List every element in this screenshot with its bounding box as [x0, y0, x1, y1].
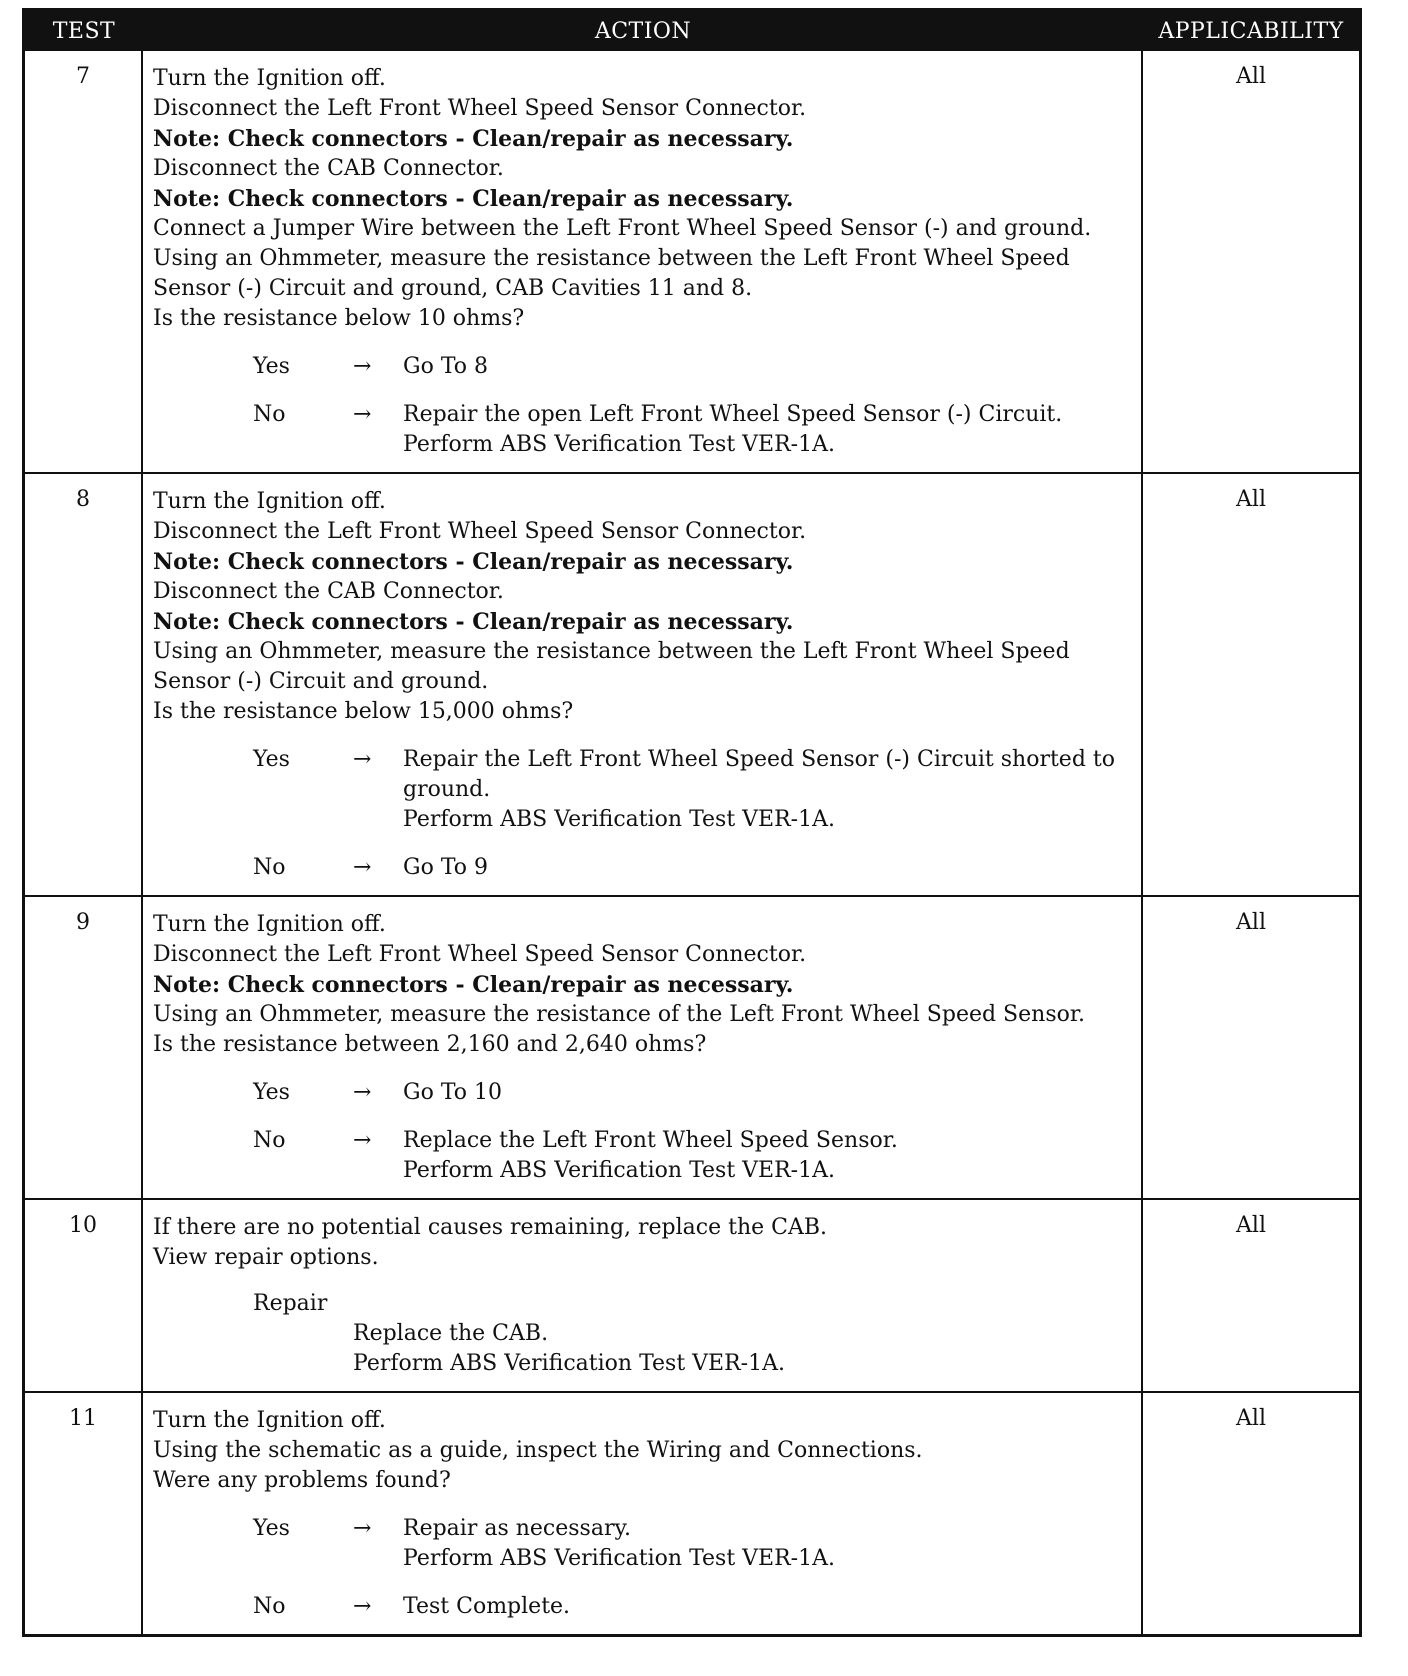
test-row — [25, 51, 1359, 472]
branch-line: Repair the Left Front Wheel Speed Sensor (-) Circuit shorted to — [403, 747, 1115, 772]
branch-text — [403, 1592, 1133, 1622]
instruction-line: Is the resistance below 15,000 ohms? — [153, 699, 574, 724]
branch-line: Repair the open Left Front Wheel Speed Sensor (-) Circuit. — [403, 402, 1063, 427]
arrow-icon: → — [353, 1080, 372, 1105]
action-cell — [143, 1393, 1143, 1634]
test-number: 10 — [25, 1200, 143, 1391]
repair-line: Replace the CAB. — [353, 1321, 549, 1346]
instruction-line: Turn the Ignition off. — [153, 66, 386, 91]
header-applicability: APPLICABILITY — [1158, 18, 1344, 44]
instruction-line: Were any problems found? — [153, 1468, 451, 1493]
branch-text — [403, 1078, 1133, 1108]
branch-label: Yes — [253, 1516, 290, 1541]
branch-line: Perform ABS Verification Test VER-1A. — [403, 807, 835, 832]
arrow-icon: → — [353, 1516, 372, 1541]
header-action: ACTION — [594, 18, 692, 44]
branch-yes — [253, 1514, 1133, 1574]
instruction-line: Using an Ohmmeter, measure the resistance between the Left Front Wheel Speed — [153, 639, 1070, 664]
table-header — [25, 11, 1359, 51]
instruction-line: Is the resistance between 2,160 and 2,640 ohms? — [153, 1032, 707, 1057]
instruction-line: Turn the Ignition off. — [153, 912, 386, 937]
applicability-value: All — [1236, 1406, 1266, 1431]
test-number: 11 — [25, 1393, 143, 1634]
branch-label: Yes — [253, 747, 290, 772]
branch-yes — [253, 352, 1133, 382]
repair-label: Repair — [253, 1291, 328, 1316]
arrow-icon: → — [353, 1594, 372, 1619]
test-number: 8 — [25, 474, 143, 895]
instruction-line: Disconnect the Left Front Wheel Speed Sensor Connector. — [153, 942, 807, 967]
branch-label: No — [253, 855, 286, 880]
instruction-line: If there are no potential causes remaining, replace the CAB. — [153, 1215, 828, 1240]
instruction-line: Is the resistance below 10 ohms? — [153, 306, 525, 331]
action-cell — [143, 1200, 1143, 1391]
test-row — [25, 1391, 1359, 1634]
applicability-value: All — [1236, 64, 1266, 89]
branch-line: Perform ABS Verification Test VER-1A. — [403, 1546, 835, 1571]
branch-line: Go To 8 — [403, 354, 489, 379]
branch-text — [403, 1126, 1133, 1186]
test-row — [25, 1198, 1359, 1391]
branch-text — [403, 352, 1133, 382]
arrow-icon: → — [353, 747, 372, 772]
note-line: Note: Check connectors - Clean/repair as necessary. — [153, 186, 794, 212]
instruction-line: Disconnect the Left Front Wheel Speed Sensor Connector. — [153, 96, 807, 121]
branch-no — [253, 1126, 1133, 1186]
action-cell — [143, 51, 1143, 472]
note-line: Note: Check connectors - Clean/repair as necessary. — [153, 972, 794, 998]
applicability-value: All — [1236, 1213, 1266, 1238]
branch-yes — [253, 745, 1133, 835]
instruction-line: View repair options. — [153, 1245, 379, 1270]
branch-line: Perform ABS Verification Test VER-1A. — [403, 1158, 835, 1183]
branch-line: Go To 10 — [403, 1080, 503, 1105]
branch-label: No — [253, 1128, 286, 1153]
branch-no — [253, 1592, 1133, 1622]
instruction-line: Using the schematic as a guide, inspect the Wiring and Connections. — [153, 1438, 923, 1463]
test-row — [25, 895, 1359, 1198]
diagnostic-table — [22, 8, 1362, 1637]
arrow-icon: → — [353, 1128, 372, 1153]
action-cell — [143, 897, 1143, 1198]
arrow-icon: → — [353, 354, 372, 379]
branch-text — [403, 1514, 1133, 1574]
action-cell — [143, 474, 1143, 895]
branch-text — [403, 400, 1133, 460]
branch-text — [403, 745, 1133, 835]
instruction-line: Using an Ohmmeter, measure the resistance of the Left Front Wheel Speed Sensor. — [153, 1002, 1085, 1027]
note-line: Note: Check connectors - Clean/repair as necessary. — [153, 549, 794, 575]
instruction-line: Connect a Jumper Wire between the Left Front Wheel Speed Sensor (-) and ground. — [153, 216, 1092, 241]
applicability-value: All — [1236, 487, 1266, 512]
branch-line: Perform ABS Verification Test VER-1A. — [403, 432, 835, 457]
branch-line: Replace the Left Front Wheel Speed Sensor. — [403, 1128, 898, 1153]
repair-line: Perform ABS Verification Test VER-1A. — [353, 1351, 785, 1376]
note-line: Note: Check connectors - Clean/repair as necessary. — [153, 609, 794, 635]
branch-line: Repair as necessary. — [403, 1516, 631, 1541]
branch-label: Yes — [253, 354, 290, 379]
branch-line: Test Complete. — [403, 1594, 571, 1619]
branch-line: ground. — [403, 777, 491, 802]
arrow-icon: → — [353, 855, 372, 880]
arrow-icon: → — [353, 402, 372, 427]
note-line: Note: Check connectors - Clean/repair as necessary. — [153, 126, 794, 152]
repair-options — [253, 1289, 1133, 1379]
instruction-line: Turn the Ignition off. — [153, 489, 386, 514]
table-body — [25, 51, 1359, 1634]
instruction-line: Disconnect the CAB Connector. — [153, 156, 504, 181]
instruction-line: Disconnect the Left Front Wheel Speed Sensor Connector. — [153, 519, 807, 544]
branch-no — [253, 853, 1133, 883]
instruction-line: Sensor (-) Circuit and ground. — [153, 669, 489, 694]
instruction-line: Using an Ohmmeter, measure the resistance between the Left Front Wheel Speed — [153, 246, 1070, 271]
branch-yes — [253, 1078, 1133, 1108]
test-row — [25, 472, 1359, 895]
header-test: TEST — [52, 18, 116, 44]
test-number: 9 — [25, 897, 143, 1198]
branch-label: No — [253, 1594, 286, 1619]
branch-no — [253, 400, 1133, 460]
branch-line: Go To 9 — [403, 855, 489, 880]
branch-label: No — [253, 402, 286, 427]
branch-label: Yes — [253, 1080, 290, 1105]
repair-steps — [353, 1319, 1133, 1379]
applicability-value: All — [1236, 910, 1266, 935]
instruction-line: Sensor (-) Circuit and ground, CAB Cavities 11 and 8. — [153, 276, 753, 301]
branch-text — [403, 853, 1133, 883]
instruction-line: Turn the Ignition off. — [153, 1408, 386, 1433]
instruction-line: Disconnect the CAB Connector. — [153, 579, 504, 604]
test-number: 7 — [25, 51, 143, 472]
